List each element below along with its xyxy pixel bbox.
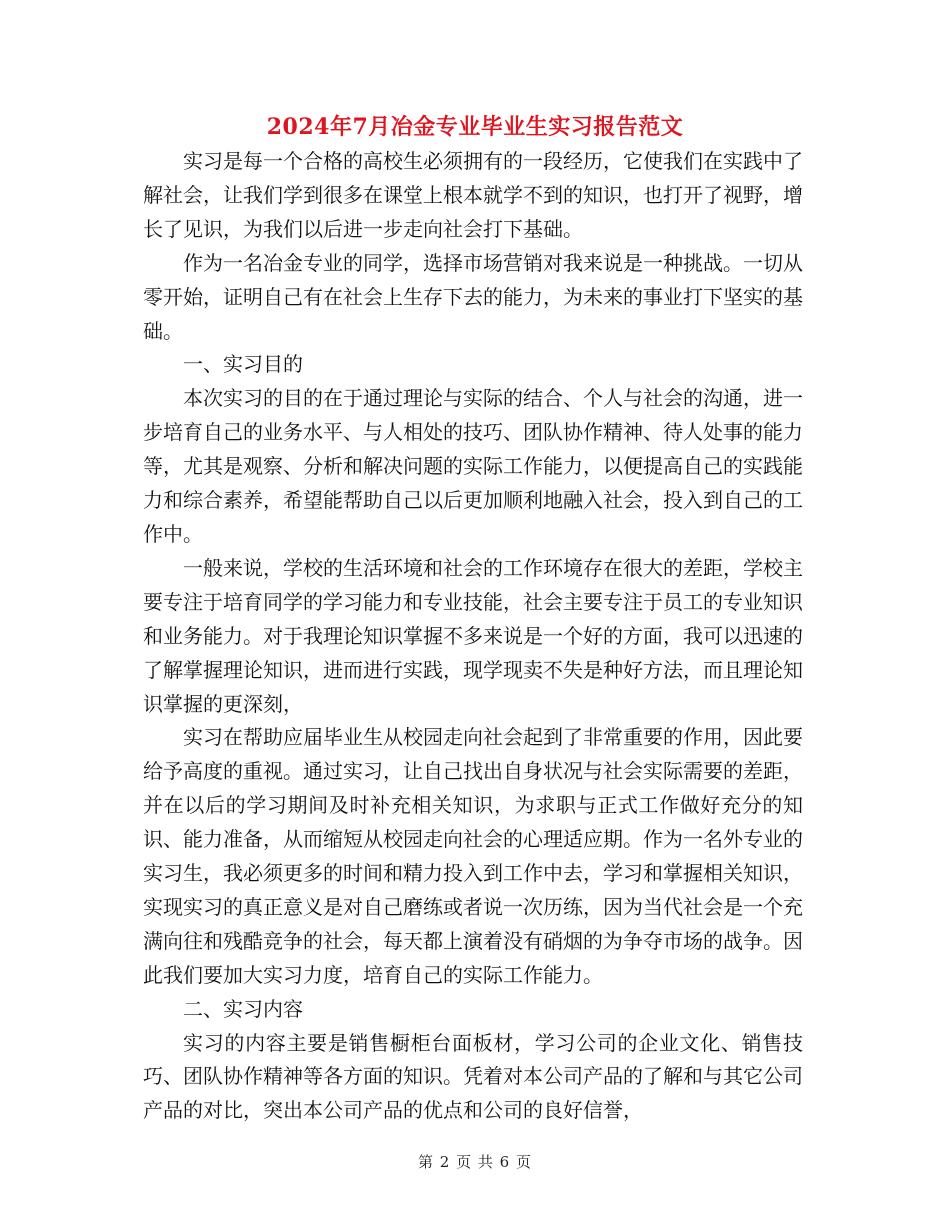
section-heading-purpose: 一、实习目的 bbox=[183, 352, 303, 377]
document-body bbox=[143, 145, 803, 1128]
section-heading-content: 二、实习内容 bbox=[183, 996, 303, 1021]
paragraph-purpose: 本次实习的目的在于通过理论与实际的结合、个人与社会的沟通，进一步培育自己的业务水平、与人相处的技巧、团队协作精神、待人处事的能力等，尤其是观察、分析和解决问题的实际工作能力，以便提高自己的实践能力和综合素养，希望能帮助自己以后更加顺利地融入社会，投入到自己的工作中。 bbox=[143, 386, 803, 546]
paragraph-environment: 一般来说，学校的生活环境和社会的工作环境存在很大的差距，学校主要专注于培育同学的学习能力和专业技能，社会主要专注于员工的专业知识和业务能力。对于我理论知识掌握不多来说是一个好的方面，我可以迅速的了解掌握理论知识，进而进行实践，现学现卖不失是种好方法，而且理论知识掌握的更深刻， bbox=[143, 555, 803, 716]
paragraph-intro: 实习是每一个合格的高校生必须拥有的一段经历，它使我们在实践中了解社会，让我们学到很多在课堂上根本就学不到的知识，也打开了视野，增长了见识，为我们以后进一步走向社会打下基础。 bbox=[143, 149, 803, 241]
document-title: 2024年7月冶金专业毕业生实习报告范文 bbox=[266, 114, 684, 140]
paragraph-challenge: 作为一名冶金专业的同学，选择市场营销对我来说是一种挑战。一切从零开始，证明自己有在社会上生存下去的能力，为未来的事业打下坚实的基础。 bbox=[143, 250, 803, 343]
paragraph-importance: 实习在帮助应届毕业生从校园走向社会起到了非常重要的作用，因此要给予高度的重视。通过实习，让自己找出自身状况与社会实际需要的差距，并在以后的学习期间及时补充相关知识，为求职与正式工作做好充分的知识、能力准备，从而缩短从校园走向社会的心理适应期。作为一名外专业的实习生，我必须更多的时间和精力投入到工作中去，学习和掌握相关知识，实现实习的真正意义是对自己磨练或者说一次历练，因为当代社会是一个充满向往和残酷竞争的社会，每天都上演着没有硝烟的为争夺市场的战争。因此我们要加大实习力度，培育自己的实际工作能力。 bbox=[143, 725, 803, 987]
paragraph-content: 实习的内容主要是销售橱柜台面板材，学习公司的企业文化、销售技巧、团队协作精神等各方面的知识。凭着对本公司产品的了解和与其它公司产品的对比，突出本公司产品的优点和公司的良好信誉， bbox=[143, 1030, 803, 1123]
page-footer: 第 2 页 共 6 页 bbox=[418, 1153, 532, 1171]
